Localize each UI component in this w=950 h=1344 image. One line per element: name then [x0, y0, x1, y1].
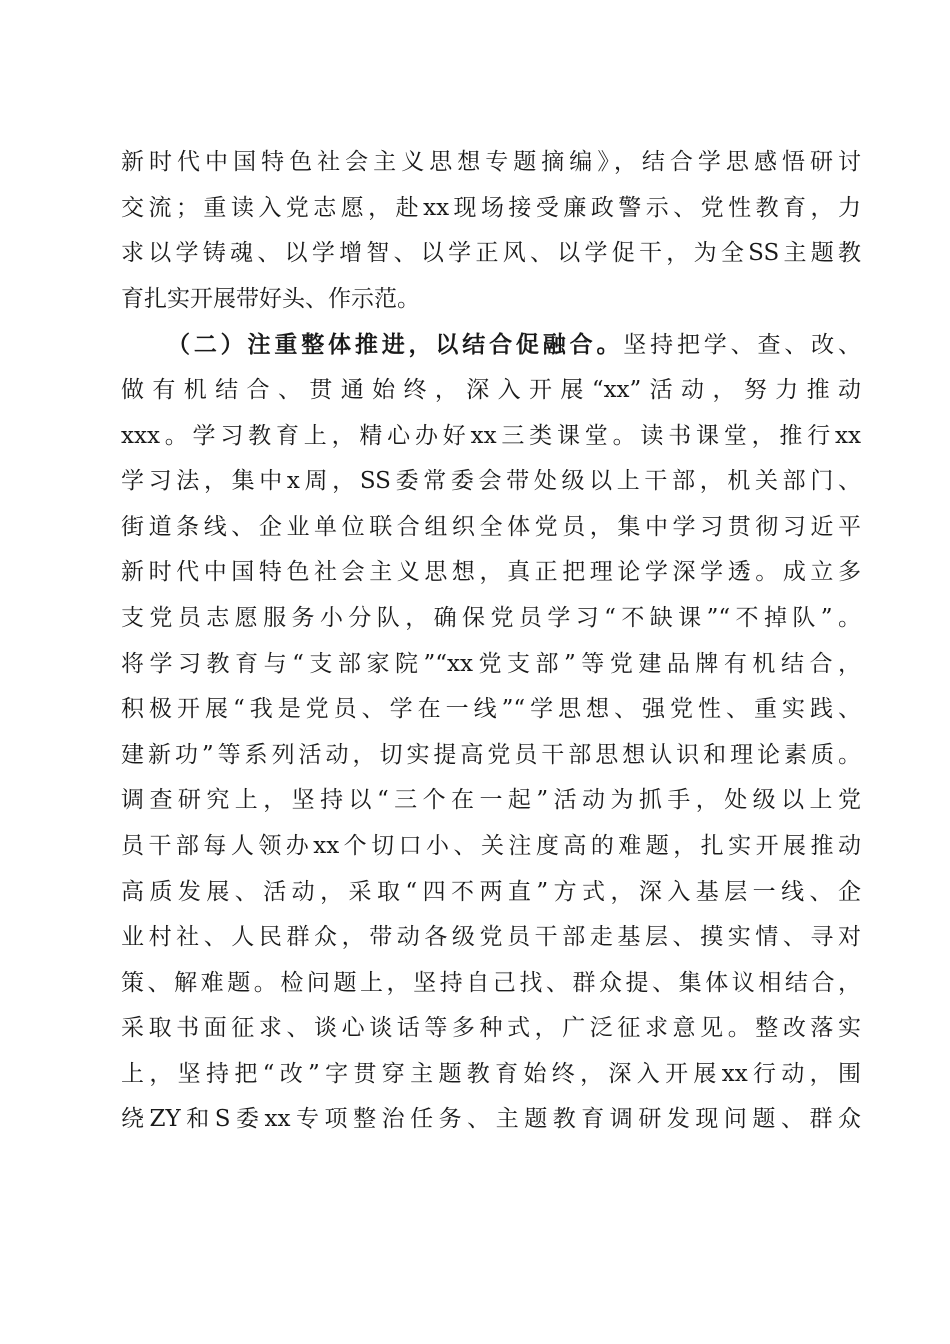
- text-line: 求以学铸魂、以学增智、以学正风、以学促干，为全SS主题教: [121, 240, 861, 267]
- section-heading-continuation: 坚持把学、查、改、: [623, 332, 862, 359]
- text-line: 将学习教育与“支部家院”“xx党支部”等党建品牌有机结合，: [121, 650, 861, 677]
- text-line: 员干部每人领办xx个切口小、关注度高的难题，扎实开展推动: [121, 832, 861, 859]
- text-line: 建新功”等系列活动，切实提高党员干部思想认识和理论素质。: [121, 741, 861, 768]
- text-line: 学习法，集中x周，SS委常委会带处级以上干部，机关部门、: [121, 468, 861, 495]
- text-line: 街道条线、企业单位联合组织全体党员，集中学习贯彻习近平: [121, 513, 861, 540]
- text-line: xxx。学习教育上，精心办好xx三类课堂。读书课堂，推行xx: [121, 422, 861, 449]
- document-body: [121, 140, 861, 1143]
- text-line: 新时代中国特色社会主义思想专题摘编》，结合学思感悟研讨: [121, 149, 861, 175]
- text-line: 交流；重读入党志愿，赴xx现场接受廉政警示、党性教育，力: [121, 194, 861, 221]
- text-line: 支党员志愿服务小分队，确保党员学习“不缺课”“不掉队”。: [121, 604, 861, 631]
- text-line: 采取书面征求、谈心谈话等多种式，广泛征求意见。整改落实: [121, 1015, 861, 1042]
- section-heading: （二）注重整体推进，以结合促融合。: [167, 331, 624, 359]
- text-line: 新时代中国特色社会主义思想，真正把理论学深学透。成立多: [121, 559, 861, 586]
- text-line: 业村社、人民群众，带动各级党员干部走基层、摸实情、寻对: [121, 924, 861, 951]
- text-line: 高质发展、活动，采取“四不两直”方式，深入基层一线、企: [121, 878, 861, 905]
- text-line: 积极开展“我是党员、学在一线”“学思想、强党性、重实践、: [121, 696, 861, 723]
- text-line: 做有机结合、贯通始终，深入开展“xx”活动，努力推动: [121, 376, 861, 403]
- text-line: 策、解难题。检问题上，坚持自己找、群众提、集体议相结合，: [121, 969, 861, 996]
- text-line: 绕ZY和S委xx专项整治任务、主题教育调研发现问题、群众: [121, 1106, 861, 1133]
- text-line: 上，坚持把“改”字贯穿主题教育始终，深入开展xx行动，围: [121, 1060, 861, 1087]
- section-heading-line: [121, 322, 861, 368]
- text-line: 调查研究上，坚持以“三个在一起”活动为抓手，处级以上党: [121, 787, 861, 814]
- text-line: 育扎实开展带好头、作示范。: [121, 285, 420, 312]
